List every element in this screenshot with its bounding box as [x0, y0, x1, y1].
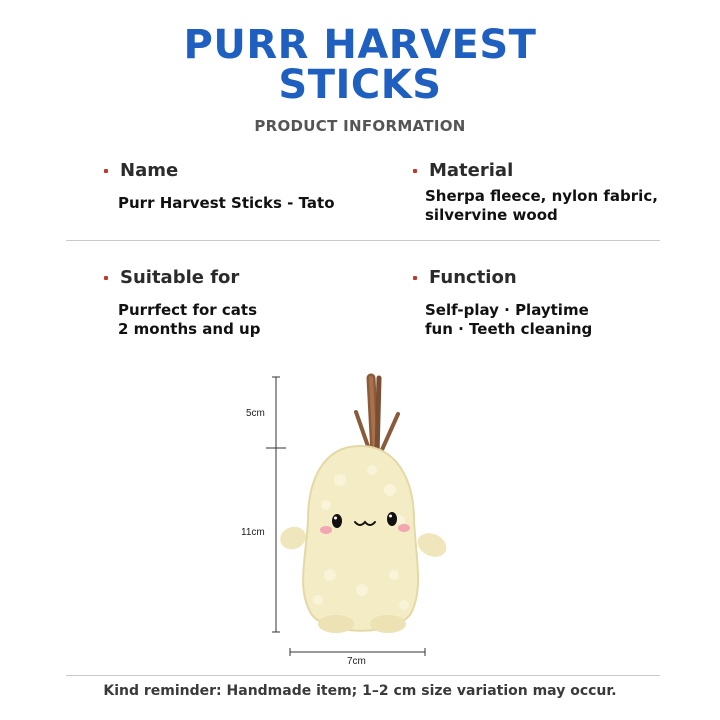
stick-height-label: 5cm — [246, 408, 265, 419]
width-label: 7cm — [347, 656, 366, 667]
product-title-line-1: PURR HARVEST — [183, 22, 537, 68]
material-label-text: Material — [429, 160, 514, 181]
product-title-line-2: STICKS — [278, 62, 442, 108]
section-subtitle: PRODUCT INFORMATION — [254, 117, 466, 135]
plush-body — [277, 446, 450, 633]
suitable-for-label-text: Suitable for — [120, 267, 240, 288]
function-value: Self-play · Playtime fun · Teeth cleaning — [425, 301, 593, 338]
footer-divider — [66, 675, 660, 676]
function-label-text: Function — [429, 267, 517, 288]
silvervine-sticks — [356, 378, 398, 455]
material-value: Sherpa fleece, nylon fabric, silvervine wood — [425, 187, 658, 224]
name-label-text: Name — [120, 160, 179, 181]
height-dimension-line — [266, 377, 286, 632]
suitable-for-value: Purrfect for cats 2 months and up — [118, 301, 261, 338]
width-dimension-line — [290, 648, 425, 656]
name-value: Purr Harvest Sticks - Tato — [118, 194, 335, 212]
kind-reminder: Kind reminder: Handmade item; 1–2 cm size variation may occur. — [103, 683, 617, 699]
body-height-label: 11cm — [241, 527, 265, 538]
